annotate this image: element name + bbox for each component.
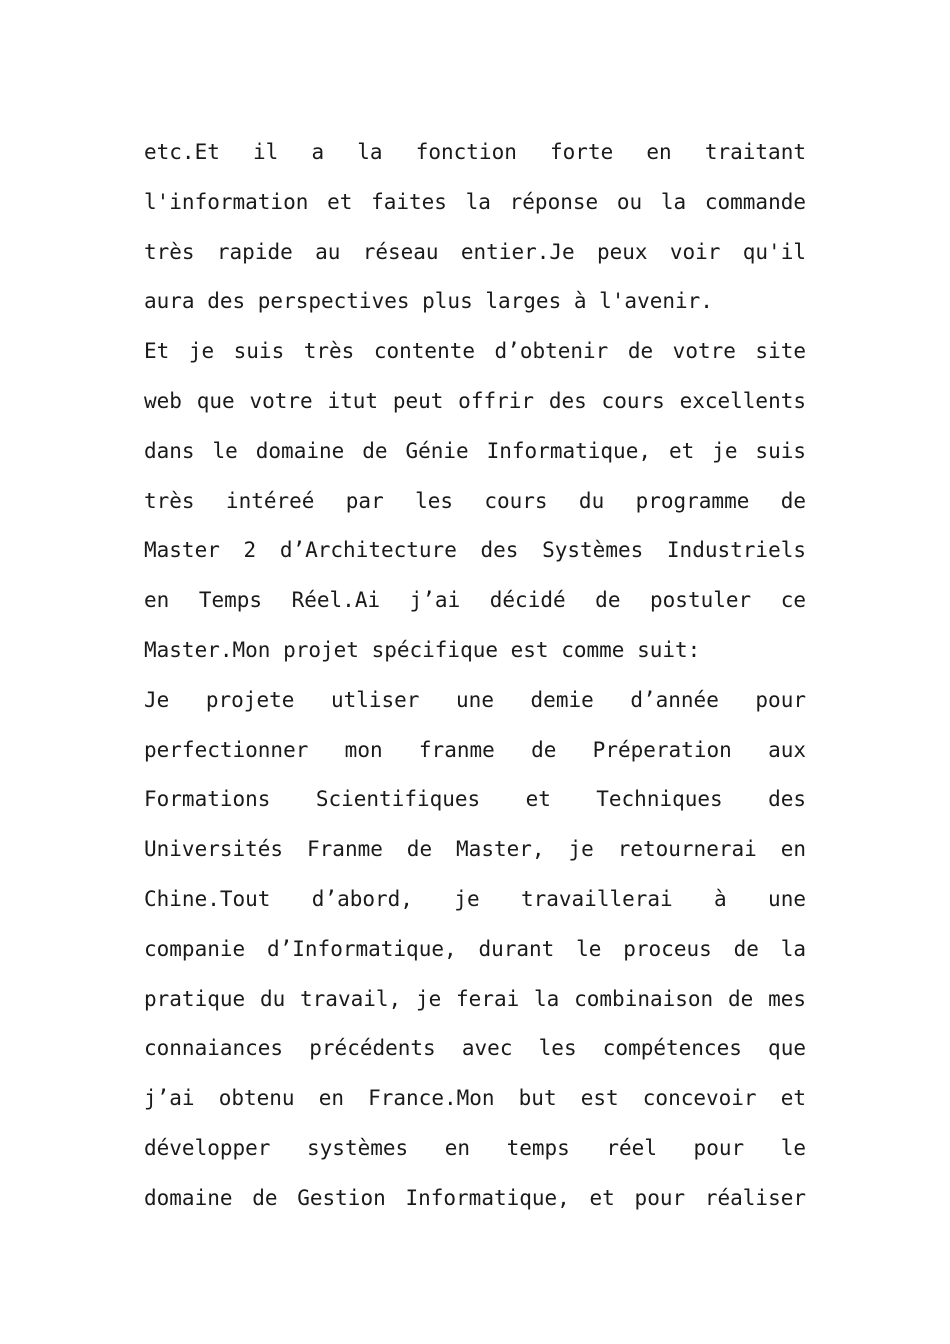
text-line: Universités Franme de Master, je retournerai en: [144, 837, 806, 862]
text-line: en Temps Réel.Ai j’ai décidé de postuler ce: [144, 588, 806, 613]
text-line: l'information et faites la réponse ou la commande: [144, 189, 806, 214]
text-line: très rapide au réseau entier.Je peux voir qu'il: [144, 239, 806, 264]
text-line: domaine de Gestion Informatique, et pour réaliser: [144, 1185, 806, 1210]
text-line: Et je suis très contente d’obtenir de votre site: [144, 339, 806, 364]
text-line: très intéreé par les cours du programme de: [144, 488, 806, 513]
text-line: aura des perspectives plus larges à l'avenir.: [144, 289, 713, 314]
text-line: Chine.Tout d’abord, je travaillerai à une: [144, 886, 806, 911]
text-line: connaiances précédents avec les compétences que: [144, 1036, 806, 1061]
text-line: développer systèmes en temps réel pour le: [144, 1135, 806, 1160]
text-line: Master 2 d’Architecture des Systèmes Industriels: [144, 538, 806, 563]
text-line: web que votre itut peut offrir des cours excellents: [144, 388, 806, 413]
body-text: [144, 128, 806, 1224]
text-line: companie d’Informatique, durant le proceus de la: [144, 936, 806, 961]
text-line: Formations Scientifiques et Techniques des: [144, 787, 806, 812]
text-line: etc.Et il a la fonction forte en traitant: [144, 140, 806, 164]
text-line: pratique du travail, je ferai la combinaison de mes: [144, 986, 806, 1011]
text-line: perfectionner mon franme de Préperation aux: [144, 737, 806, 762]
text-line: Master.Mon projet spécifique est comme suit:: [144, 637, 701, 662]
text-line: Je projete utliser une demie d’année pour: [144, 687, 806, 712]
text-line: dans le domaine de Génie Informatique, et je suis: [144, 438, 806, 463]
text-line: j’ai obtenu en France.Mon but est concevoir et: [144, 1086, 806, 1111]
